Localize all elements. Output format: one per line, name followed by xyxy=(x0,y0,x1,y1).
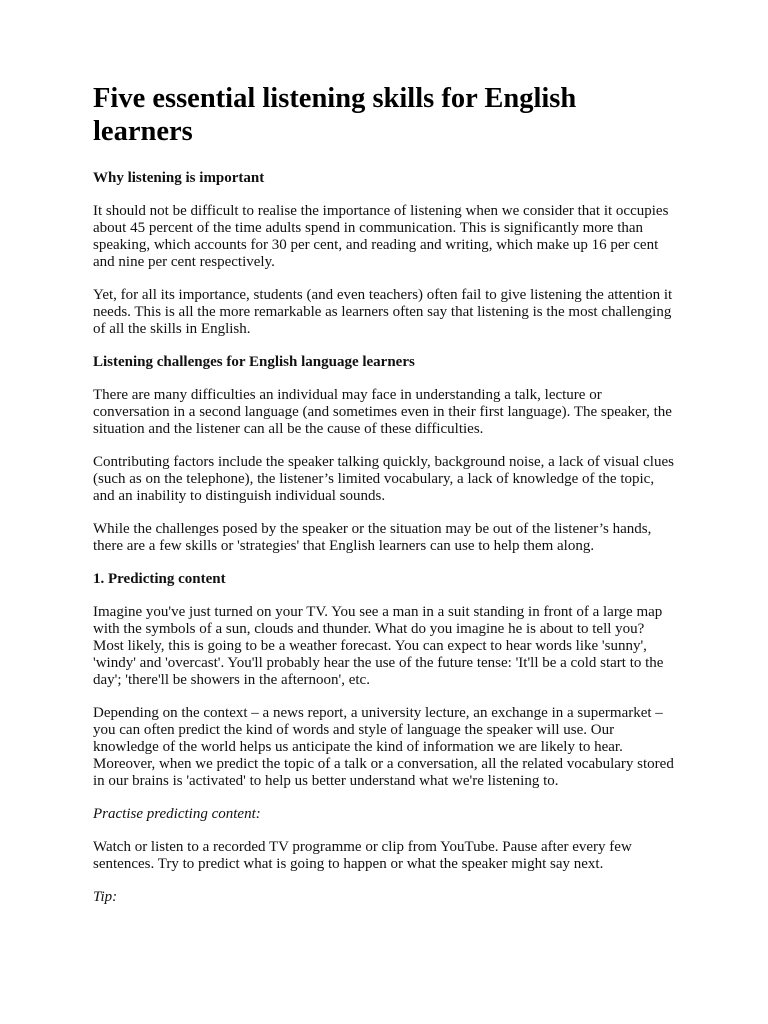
paragraph-challenges-3: While the challenges posed by the speaker or the situation may be out of the listener’s hands, there are a few skills or 'strategies' that English learners can use to help them along. xyxy=(93,521,652,554)
practise-label: Practise predicting content: xyxy=(93,806,261,822)
section-heading-why-listening: Why listening is important xyxy=(93,170,265,186)
paragraph-why-2: Yet, for all its importance, students (and even teachers) often fail to give listening the attention it needs. This is all the more remarkable as learners often say that listening is the most challenging of all the skills in English. xyxy=(93,287,673,337)
document-page xyxy=(93,82,678,906)
paragraph-challenges-1: There are many difficulties an individual may face in understanding a talk, lecture or conversation in a second language (and sometimes even in their first language). The speaker, the situation and the listener can all be the cause of these difficulties. xyxy=(93,387,672,437)
paragraph-predicting-1: Imagine you've just turned on your TV. You see a man in a suit standing in front of a large map with the symbols of a sun, clouds and thunder. What do you imagine he is about to tell you? Most likely, this is going to be a weather forecast. You can expect to hear words like 'sunny', 'windy' and 'overcast'. You'll probably hear the use of the future tense: 'It'll be a cold start to the day'; 'there'll be showers in the afternoon', etc. xyxy=(93,604,664,688)
section-heading-predicting-content: 1. Predicting content xyxy=(93,571,226,587)
paragraph-practise: Watch or listen to a recorded TV programme or clip from YouTube. Pause after every few sentences. Try to predict what is going to happen or what the speaker might say next. xyxy=(93,839,632,872)
paragraph-why-1: It should not be difficult to realise the importance of listening when we consider that it occupies about 45 percent of the time adults spend in communication. This is significantly more than speaking, which accounts for 30 per cent, and reading and writing, which make up 16 per cent and nine per cent respectively. xyxy=(93,203,669,270)
section-heading-listening-challenges: Listening challenges for English language learners xyxy=(93,354,415,370)
tip-label: Tip: xyxy=(93,889,118,905)
paragraph-challenges-2: Contributing factors include the speaker talking quickly, background noise, a lack of visual clues (such as on the telephone), the listener’s limited vocabulary, a lack of knowledge of the topic, and an inability to distinguish individual sounds. xyxy=(93,454,674,504)
document-title: Five essential listening skills for English learners xyxy=(93,83,577,147)
paragraph-predicting-2: Depending on the context – a news report, a university lecture, an exchange in a supermarket – you can often predict the kind of words and style of language the speaker will use. Our knowledge of the world helps us anticipate the kind of information we are likely to hear. Moreover, when we predict the topic of a talk or a conversation, all the related vocabulary stored in our brains is 'activated' to help us better understand what we're listening to. xyxy=(93,705,674,789)
